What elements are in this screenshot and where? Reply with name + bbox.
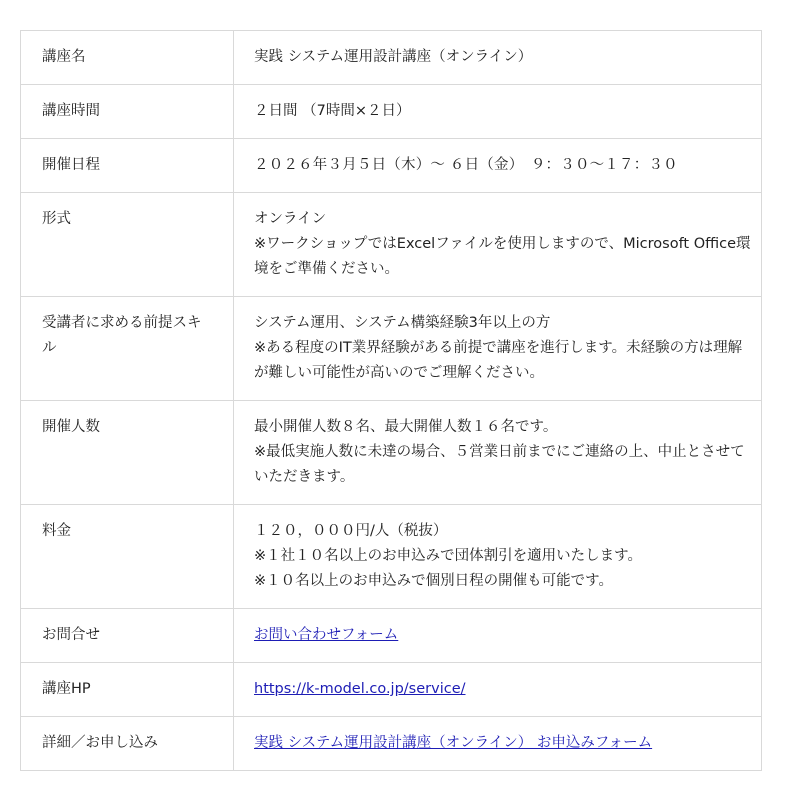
capacity-note: ※最低実施人数に未達の場合、５営業日前までにご連絡の上、中止とさせていただきます。 [254, 444, 745, 485]
prerequisite-text: システム運用、システム構築経験3年以上の方 [254, 315, 551, 331]
format-text: オンライン [254, 211, 327, 227]
format-note: ※ワークショップではExcelファイルを使用しますので、Microsoft Office環境をご準備ください。 [254, 236, 751, 277]
row-value [234, 505, 762, 609]
row-inquiry [21, 609, 762, 663]
row-label: 料金 [21, 505, 234, 609]
row-value [234, 717, 762, 771]
row-course-homepage [21, 663, 762, 717]
inquiry-form-link[interactable]: お問い合わせフォーム [254, 627, 399, 643]
capacity-text: 最小開催人数８名、最大開催人数１６名です。 [254, 419, 558, 435]
row-prerequisite-skills [21, 297, 762, 401]
fee-text: １２０，０００円/人（税抜） [254, 523, 448, 539]
row-value [234, 401, 762, 505]
row-application [21, 717, 762, 771]
row-fee [21, 505, 762, 609]
duration-text: ２日間 （7時間×２日） [254, 103, 411, 119]
row-format [21, 193, 762, 297]
row-value [234, 193, 762, 297]
course-name-text: 実践 システム運用設計講座（オンライン） [254, 49, 533, 65]
course-info-table [20, 30, 762, 771]
row-label: 詳細／お申し込み [21, 717, 234, 771]
course-homepage-link[interactable]: https://k-model.co.jp/service/ [254, 681, 466, 697]
prerequisite-label: 受講者に求める前提スキル [42, 315, 202, 356]
row-value [234, 139, 762, 193]
row-label: 講座名 [21, 31, 234, 85]
row-label: お問合せ [21, 609, 234, 663]
row-value [234, 609, 762, 663]
fee-note-group: ※１社１０名以上のお申込みで団体割引を適用いたします。 [254, 548, 642, 564]
row-label: 講座HP [21, 663, 234, 717]
row-value [234, 85, 762, 139]
row-value [234, 297, 762, 401]
row-course-duration [21, 85, 762, 139]
row-value [234, 663, 762, 717]
row-schedule [21, 139, 762, 193]
application-form-link[interactable]: 実践 システム運用設計講座（オンライン） お申込みフォーム [254, 735, 653, 751]
row-label: 開催人数 [21, 401, 234, 505]
row-label: 形式 [21, 193, 234, 297]
fee-note-custom: ※１０名以上のお申込みで個別日程の開催も可能です。 [254, 573, 613, 589]
schedule-text: ２０２６年３月５日（木）～ ６日（金） ９：３０～１７：３０ [254, 157, 678, 173]
row-label [21, 297, 234, 401]
row-capacity [21, 401, 762, 505]
row-value [234, 31, 762, 85]
row-label: 講座時間 [21, 85, 234, 139]
prerequisite-note: ※ある程度のIT業界経験がある前提で講座を進行します。未経験の方は理解が難しい可能性が高いのでご理解ください。 [254, 340, 743, 381]
row-course-name [21, 31, 762, 85]
row-label: 開催日程 [21, 139, 234, 193]
